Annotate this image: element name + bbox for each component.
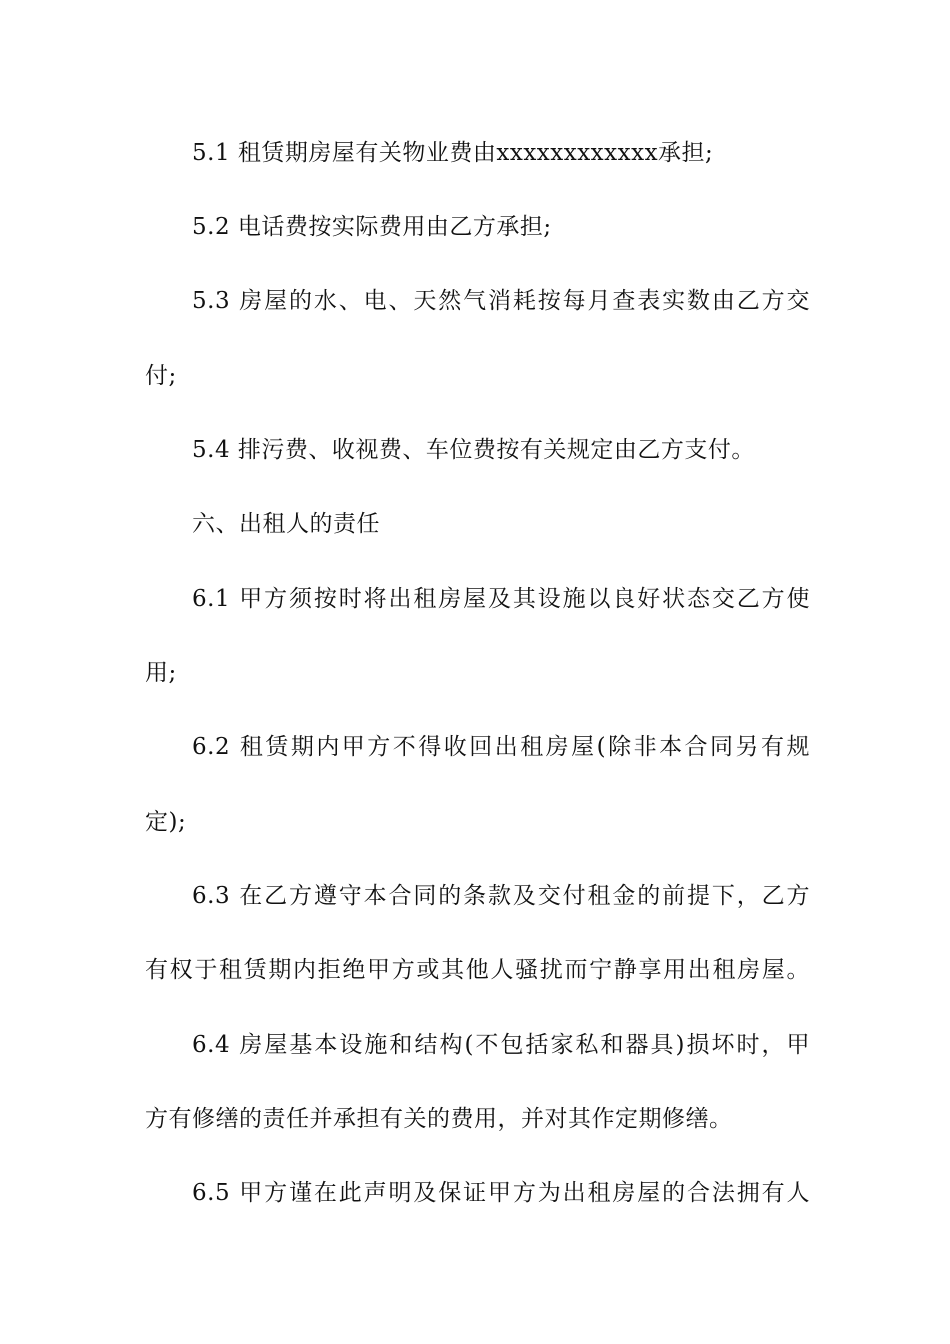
clause-5-3-line-2: 付; <box>145 363 177 389</box>
clause-6-1-line-1: 6.1 甲方须按时将出租房屋及其设施以良好状态交乙方使 <box>192 586 810 612</box>
clause-6-4-line-1: 6.4 房屋基本设施和结构(不包括家私和器具)损坏时，甲 <box>192 1032 810 1058</box>
clause-6-5-line-1: 6.5 甲方谨在此声明及保证甲方为出租房屋的合法拥有人 <box>192 1180 810 1206</box>
clause-6-2-line-1: 6.2 租赁期内甲方不得收回出租房屋(除非本合同另有规 <box>192 734 810 760</box>
clause-5-4: 5.4 排污费、收视费、车位费按有关规定由乙方支付。 <box>192 437 755 463</box>
section-6-heading: 六、出租人的责任 <box>192 511 380 537</box>
clause-6-4-line-2: 方有修缮的责任并承担有关的费用，并对其作定期修缮。 <box>145 1106 733 1132</box>
clause-5-2: 5.2 电话费按实际费用由乙方承担; <box>192 214 552 240</box>
clause-6-2-line-2: 定); <box>145 809 187 835</box>
clause-6-1-line-2: 用; <box>145 660 177 686</box>
clause-6-3-line-2: 有权于租赁期内拒绝甲方或其他人骚扰而宁静享用出租房屋。 <box>145 957 810 983</box>
clause-6-3-line-1: 6.3 在乙方遵守本合同的条款及交付租金的前提下，乙方 <box>192 883 810 909</box>
clause-5-1: 5.1 租赁期房屋有关物业费由xxxxxxxxxxxx承担; <box>192 140 714 166</box>
clause-5-3-line-1: 5.3 房屋的水、电、天然气消耗按每月查表实数由乙方交 <box>192 288 810 314</box>
